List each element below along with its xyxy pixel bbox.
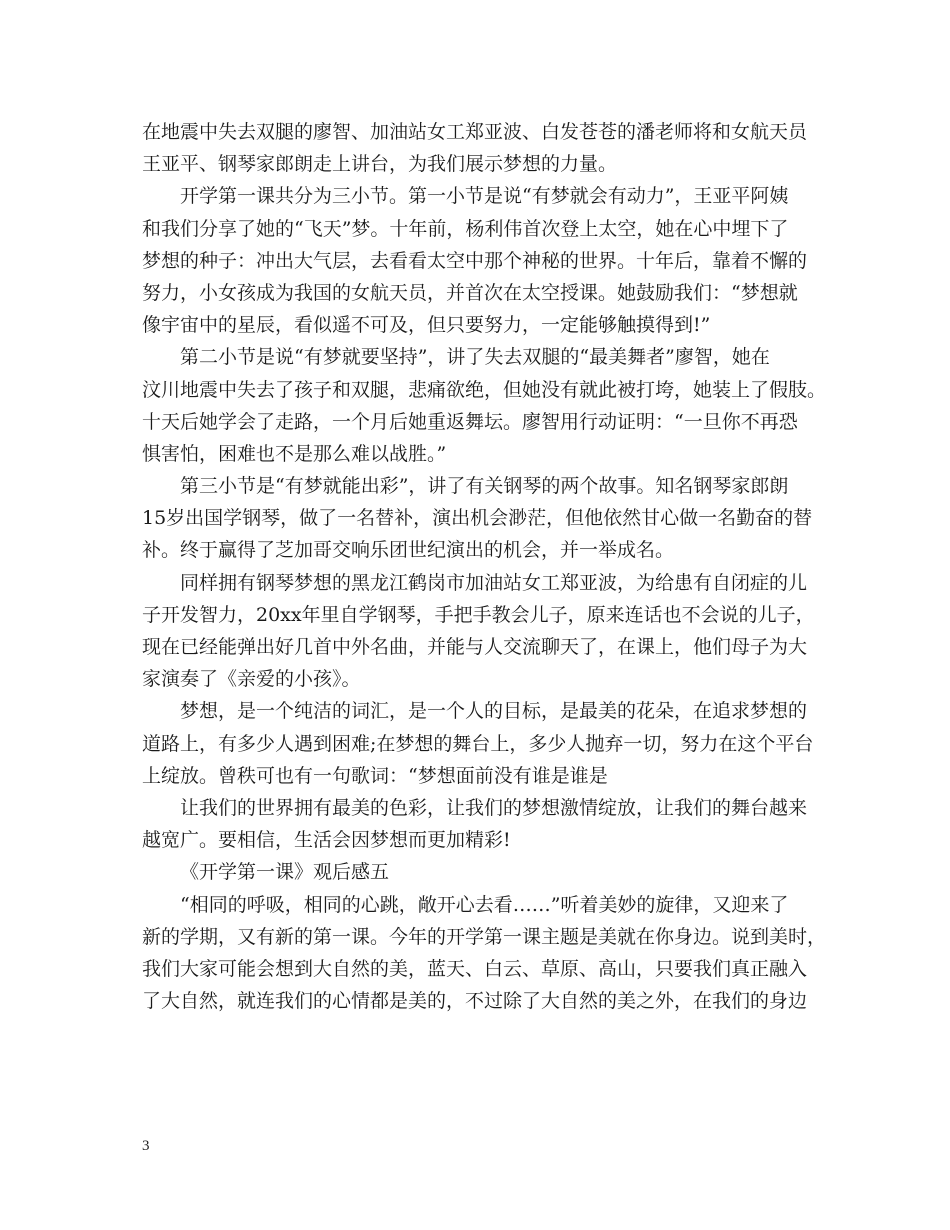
text-line: 道路上，有多少人遇到困难;在梦想的舞台上，多少人抛弃一切，努力在这个平台 — [142, 732, 814, 755]
text-line: 梦想的种子：冲出大气层，去看看太空中那个神秘的世界。十年后，靠着不懈的 — [142, 249, 808, 272]
text-line: 越宽广。要相信，生活会因梦想而更加精彩! — [142, 829, 511, 852]
text-line: 王亚平、钢琴家郎朗走上讲台，为我们展示梦想的力量。 — [142, 153, 618, 176]
page-number: 3 — [142, 1138, 150, 1154]
text-line: 《开学第一课》观后感五 — [180, 861, 390, 884]
text-line: 新的学期，又有新的第一课。今年的开学第一课主题是美就在你身边。说到美时， — [142, 925, 827, 948]
text-line: 现在已经能弹出好几首中外名曲，并能与人交流聊天了，在课上，他们母子为大 — [142, 636, 808, 658]
text-line: 让我们的世界拥有最美的色彩，让我们的梦想激情绽放，让我们的舞台越来 — [180, 796, 808, 819]
text-line: 我们大家可能会想到大自然的美，蓝天、白云、草原、高山，只要我们真正融入 — [142, 957, 808, 980]
text-line: 补。终于赢得了芝加哥交响乐团世纪演出的机会，并一举成名。 — [142, 539, 675, 562]
text-line: 十天后她学会了走路，一个月后她重返舞坛。廖智用行动证明：“一旦你不再恐 — [142, 410, 798, 433]
text-line: 开学第一课共分为三小节。第一小节是说“有梦就会有动力”，王亚平阿姨 — [180, 185, 789, 208]
text-line: 了大自然，就连我们的心情都是美的，不过除了大自然的美之外，在我们的身边 — [142, 990, 808, 1013]
text-line: 同样拥有钢琴梦想的黑龙江鹤岗市加油站女工郑亚波，为给患有自闭症的儿 — [180, 571, 808, 594]
text-line: 汶川地震中失去了孩子和双腿，悲痛欲绝，但她没有就此被打垮，她装上了假肢。 — [142, 378, 827, 401]
text-line: 和我们分享了她的“飞天”梦。十年前，杨利伟首次登上太空，她在心中埋下了 — [142, 217, 789, 240]
text-line: 像宇宙中的星辰，看似遥不可及，但只要努力，一定能够触摸得到!” — [142, 314, 711, 337]
document-body — [142, 116, 827, 1017]
text-line: 在地震中失去双腿的廖智、加油站女工郑亚波、白发苍苍的潘老师将和女航天员 — [142, 121, 808, 143]
text-line: 15岁出国学钢琴，做了一名替补，演出机会渺茫，但他依然甘心做一名勤奋的替 — [142, 507, 813, 530]
text-line: 子开发智力，20xx年里自学钢琴，手把手教会儿子，原来连话也不会说的儿子， — [142, 603, 815, 626]
text-line: 上绽放。曾秩可也有一句歌词：“梦想面前没有谁是谁是 — [142, 764, 608, 787]
text-line: 家演奏了《亲爱的小孩》。 — [142, 668, 361, 691]
text-line: 第三小节是“有梦就能出彩”，讲了有关钢琴的两个故事。知名钢琴家郎朗 — [180, 475, 789, 498]
text-line: 第二小节是说“有梦就要坚持”，讲了失去双腿的“最美舞者”廖智，她在 — [180, 346, 770, 369]
text-line: 努力，小女孩成为我国的女航天员，并首次在太空授课。她鼓励我们：“梦想就 — [142, 281, 798, 304]
text-line: “相同的呼吸，相同的心跳，敞开心去看……”听着美妙的旋律，又迎来了 — [180, 893, 789, 916]
text-line: 惧害怕，困难也不是那么难以战胜。” — [142, 442, 447, 465]
text-line: 梦想，是一个纯洁的词汇，是一个人的目标，是最美的花朵，在追求梦想的 — [180, 700, 808, 723]
